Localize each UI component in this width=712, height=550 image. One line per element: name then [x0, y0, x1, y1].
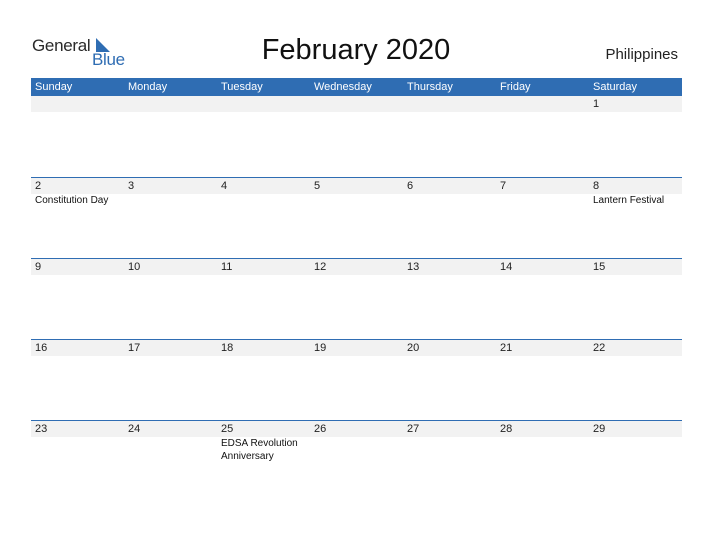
day-number: 23 — [35, 423, 48, 435]
day-cell — [496, 259, 589, 275]
day-event: EDSA Revolution Anniversary — [221, 438, 298, 462]
country-label: Philippines — [605, 46, 678, 63]
day-number: 15 — [593, 261, 606, 273]
day-cell — [217, 340, 310, 356]
logo-text-general: General — [32, 36, 91, 55]
day-cell — [217, 259, 310, 275]
day-number: 19 — [314, 342, 327, 354]
day-number: 22 — [593, 342, 606, 354]
day-cell — [310, 421, 403, 437]
day-cell — [496, 421, 589, 437]
day-cell — [403, 421, 496, 437]
weekday-tuesday: Tuesday — [221, 81, 263, 93]
logo-text-blue: Blue — [92, 50, 125, 69]
day-number: 6 — [407, 180, 414, 192]
day-cell — [217, 421, 310, 463]
day-number: 5 — [314, 180, 321, 192]
day-cell — [589, 340, 682, 356]
day-number: 24 — [128, 423, 141, 435]
day-cell — [217, 178, 310, 194]
day-number: 2 — [35, 180, 42, 192]
day-cell — [589, 178, 682, 207]
day-number: 9 — [35, 261, 42, 273]
day-number: 3 — [128, 180, 135, 192]
day-cell — [31, 340, 124, 356]
day-number: 12 — [314, 261, 327, 273]
day-number: 18 — [221, 342, 234, 354]
day-number: 4 — [221, 180, 228, 192]
date-strip — [31, 96, 682, 112]
day-number: 8 — [593, 180, 600, 192]
day-cell — [31, 421, 124, 437]
day-cell — [31, 259, 124, 275]
day-cell — [124, 178, 217, 194]
day-number: 25 — [221, 423, 234, 435]
day-number: 14 — [500, 261, 513, 273]
day-cell — [124, 340, 217, 356]
day-cell — [310, 178, 403, 194]
day-cell — [403, 340, 496, 356]
day-cell — [124, 259, 217, 275]
weekday-wednesday: Wednesday — [314, 81, 372, 93]
day-number: 7 — [500, 180, 507, 192]
day-number: 29 — [593, 423, 606, 435]
day-cell — [496, 340, 589, 356]
weekday-sunday: Sunday — [35, 81, 73, 93]
day-event: Lantern Festival — [593, 195, 665, 206]
day-cell — [124, 421, 217, 437]
week-row — [31, 177, 682, 206]
day-cell — [496, 178, 589, 194]
day-number: 17 — [128, 342, 141, 354]
day-number: 28 — [500, 423, 513, 435]
day-number: 16 — [35, 342, 48, 354]
day-cell — [310, 259, 403, 275]
weekday-header — [31, 78, 682, 96]
day-number: 26 — [314, 423, 327, 435]
day-cell — [589, 421, 682, 437]
day-event: Constitution Day — [35, 195, 109, 206]
week-row — [31, 420, 682, 462]
day-number: 11 — [221, 261, 233, 273]
day-number: 27 — [407, 423, 420, 435]
day-cell — [403, 178, 496, 194]
weekday-thursday: Thursday — [407, 81, 453, 93]
weekday-saturday: Saturday — [593, 81, 638, 93]
day-number: 21 — [500, 342, 513, 354]
day-number: 10 — [128, 261, 141, 273]
week-row — [31, 339, 682, 354]
day-cell — [589, 259, 682, 275]
calendar-title: February 2020 — [261, 34, 451, 66]
day-cell — [31, 178, 124, 207]
day-cell — [589, 96, 682, 112]
weekday-friday: Friday — [500, 81, 531, 93]
day-number: 13 — [407, 261, 420, 273]
day-cell — [403, 259, 496, 275]
day-cell — [310, 340, 403, 356]
week-row — [31, 258, 682, 273]
day-number: 1 — [593, 98, 600, 110]
weekday-monday: Monday — [128, 81, 168, 93]
day-number: 20 — [407, 342, 420, 354]
